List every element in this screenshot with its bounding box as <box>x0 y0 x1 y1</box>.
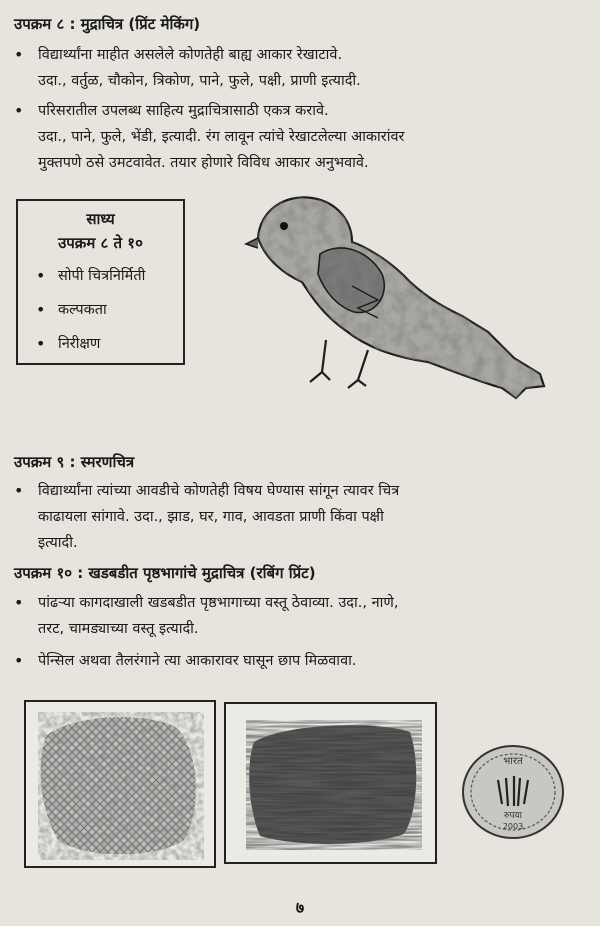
objectives-item: • कल्पकता <box>18 293 183 327</box>
bird-print-illustration <box>240 190 550 405</box>
bullet-dot: • <box>14 481 24 500</box>
activity10-heading: उपक्रम १० : खडबडीत पृष्ठभागांचे मुद्राचित्र (रबिंग प्रिंट) <box>14 564 316 582</box>
coin-bottom-text: रुपया <box>503 811 523 821</box>
bullet-dot: • <box>14 101 24 120</box>
objectives-title: साध्य <box>86 210 115 228</box>
coin-rubbing <box>458 740 568 840</box>
activity8-bullet-1-text: विद्यार्थ्यांना माहीत असलेले कोणतेही बाह्य आकार रेखाटावे. उदा., वर्तुळ, चौकोन, त्रिकोण, पाने, फुले, पक्षी, प्राणी इत्यादी. <box>38 47 361 89</box>
objectives-list <box>18 259 183 361</box>
objectives-box <box>16 199 185 365</box>
activity8-heading: उपक्रम ८ : मुद्राचित्र (प्रिंट मेकिंग) <box>14 15 201 33</box>
activity9-heading: उपक्रम ९ : स्मरणचित्र <box>14 453 135 471</box>
rubbing-print-mesh <box>24 700 216 868</box>
coin-year: 2003 <box>502 822 524 831</box>
activity8-bullet-2-text: परिसरातील उपलब्ध साहित्य मुद्राचित्रासाठी एकत्र करावे. उदा., पाने, फुले, भेंडी, इत्यादी. रंग लावून त्यांचे रेखाटलेल्या आकारांवर मुक्तपणे ठसे उमटवावेत. तयार होणारे विविध आकार अनुभवावे. <box>38 103 405 171</box>
objectives-item: • निरीक्षण <box>18 327 183 361</box>
bullet-dot: • <box>14 593 24 612</box>
bullet-dot: • <box>14 45 24 64</box>
rubbing-print-crayon <box>224 702 437 864</box>
activity9-bullet-1 <box>14 478 598 556</box>
bullet-dot: • <box>14 651 24 670</box>
coin-top-text: भारत <box>503 756 523 767</box>
activity10-bullet-2 <box>14 648 598 674</box>
objectives-item: • सोपी चित्रनिर्मिती <box>18 259 183 293</box>
activity8-bullet-1 <box>14 42 598 94</box>
activity10-bullet-2-text: पेन्सिल अथवा तैलरंगाने त्या आकारावर घासून छाप मिळवावा. <box>38 653 357 669</box>
page-number: ७ <box>295 898 305 917</box>
objectives-subtitle: उपक्रम ८ ते १० <box>58 234 143 252</box>
activity10-bullet-1-text: पांढऱ्या कागदाखाली खडबडीत पृष्ठभागाच्या वस्तू ठेवाव्या. उदा., नाणे, तरट, चामड्याच्या वस्तू इत्यादी. <box>38 595 399 637</box>
activity10-bullet-1 <box>14 590 598 642</box>
activity9-bullet-1-text: विद्यार्थ्यांना त्यांच्या आवडीचे कोणतेही विषय घेण्यास सांगून त्यावर चित्र काढायला सांगावे. उदा., झाड, घर, गाव, आवडता प्राणी किंवा पक्षी इत्यादी. <box>38 483 400 551</box>
activity8-bullet-2 <box>14 98 598 176</box>
